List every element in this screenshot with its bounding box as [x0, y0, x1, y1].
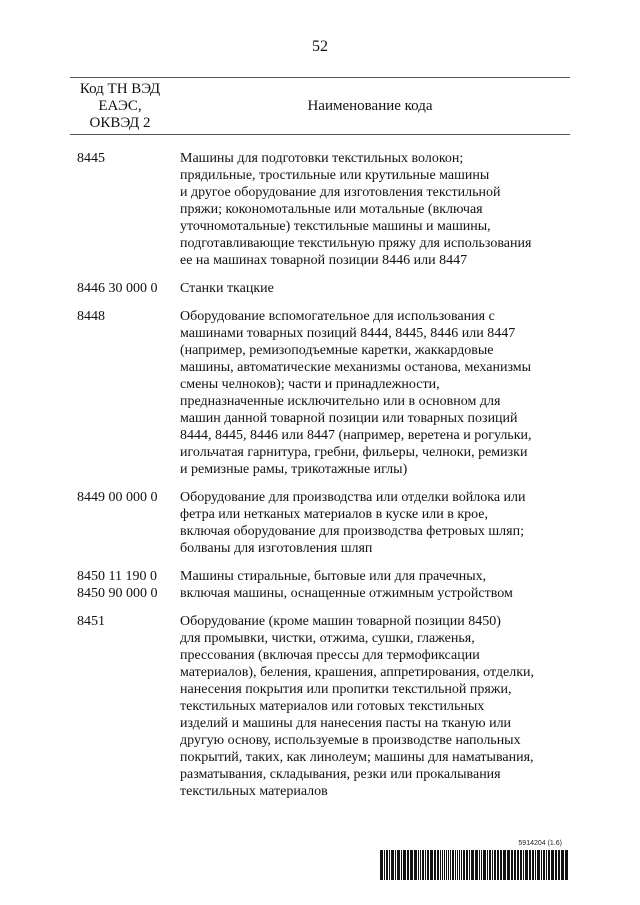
barcode-bar: [391, 850, 394, 880]
barcode-bar: [397, 850, 400, 880]
description-line: разматывания, складывания, резки или прокалывания: [180, 767, 501, 782]
table-header: [70, 77, 570, 135]
barcode-bar: [517, 850, 519, 880]
barcode-bar: [403, 850, 406, 880]
header-code-column: [70, 78, 170, 134]
description-line: смены челноков); части и принадлежности,: [180, 377, 440, 392]
barcode-bar: [401, 850, 402, 880]
barcode-bar: [475, 850, 478, 880]
header-code-line: Код ТН ВЭД: [79, 80, 161, 97]
barcode-bar: [507, 850, 510, 880]
header-name-column: Наименование кода: [307, 97, 433, 114]
barcode-bar: [492, 850, 493, 880]
barcode-bar: [500, 850, 502, 880]
description-line: текстильных материалов: [180, 784, 328, 799]
page-number: 52: [312, 38, 328, 55]
description-cell: [180, 150, 575, 269]
barcode-bar: [532, 850, 534, 880]
barcode-bar: [444, 850, 445, 880]
barcode-bar: [459, 850, 460, 880]
code-cell: [77, 568, 180, 602]
barcode-bar: [427, 850, 429, 880]
barcode-bar: [523, 850, 524, 880]
description-cell: [180, 568, 575, 602]
table-body: [77, 150, 577, 811]
code-value: 8446 30 000 0: [77, 281, 158, 296]
barcode-bar: [561, 850, 564, 880]
description-line: (например, ремизоподъемные каретки, жаккардовые: [180, 343, 494, 358]
barcode-bar: [442, 850, 443, 880]
description-line: фетра или нетканых материалов в куске или в крое,: [180, 507, 489, 522]
barcode-bar: [452, 850, 454, 880]
description-line: включая машины, оснащенные отжимным устройством: [180, 586, 513, 601]
code-value: 8450 90 000 0: [77, 586, 158, 601]
description-line: подготавливающие текстильную пряжу для использования: [180, 236, 532, 251]
description-line: текстильных материалов или готовых текстильных: [180, 699, 485, 714]
description-line: Оборудование для производства или отделки войлока или: [180, 490, 526, 505]
barcode-bar: [483, 850, 486, 880]
description-line: 8444, 8445, 8446 или 8447 (например, веретена и рогульки,: [180, 428, 532, 443]
barcode-bar: [520, 850, 522, 880]
description-line: Оборудование (кроме машин товарной позиции 8450): [180, 614, 501, 629]
code-cell: [77, 613, 180, 800]
code-cell: [77, 489, 180, 557]
description-line: Машины стиральные, бытовые или для прачечных,: [180, 569, 487, 584]
barcode-caption: 5914204 (1.6): [518, 840, 562, 847]
barcode-bar: [463, 850, 465, 880]
description-line: и ремизные рамы, трикотажные иглы): [180, 462, 408, 477]
barcode-bar: [410, 850, 413, 880]
barcode-bar: [487, 850, 488, 880]
table-row: [77, 489, 577, 557]
barcode-bar: [511, 850, 513, 880]
header-code-line: ЕАЭС,: [98, 97, 142, 114]
code-value: 8449 00 000 0: [77, 490, 158, 505]
description-line: прессования (включая прессы для термофиксации: [180, 648, 480, 663]
barcode-bar: [543, 850, 545, 880]
barcode-bar: [479, 850, 480, 880]
description-line: машины, автоматические механизмы останова, механизмы: [180, 360, 532, 375]
barcode-bar: [386, 850, 388, 880]
barcode-bar: [461, 850, 462, 880]
description-line: Оборудование вспомогательное для использования с: [180, 309, 495, 324]
barcode-bar: [384, 850, 385, 880]
barcode-bar: [525, 850, 528, 880]
description-line: материалов), беления, крашения, аппретирования, отделки,: [180, 665, 535, 680]
barcode-bar: [434, 850, 436, 880]
barcode-bar: [407, 850, 409, 880]
barcode-bar: [448, 850, 449, 880]
code-value: 8450 11 190 0: [77, 569, 157, 584]
barcode-bar: [494, 850, 496, 880]
barcode-bar: [455, 850, 456, 880]
barcode-bar: [395, 850, 396, 880]
barcode-bar: [541, 850, 542, 880]
description-cell: [180, 308, 575, 478]
code-value: 8445: [77, 151, 105, 166]
barcode-block: [380, 840, 570, 882]
barcode-bar: [551, 850, 554, 880]
description-line: машин данной товарной позиции или товарных позиций: [180, 411, 518, 426]
barcode-bar: [422, 850, 424, 880]
description-cell: [180, 613, 575, 800]
barcode-bar: [565, 850, 568, 880]
barcode-bar: [489, 850, 491, 880]
barcode-bar: [469, 850, 470, 880]
description-line: Станки ткацкие: [180, 281, 274, 296]
barcode-bar: [450, 850, 451, 880]
code-cell: [77, 150, 180, 269]
barcode-bar: [503, 850, 506, 880]
description-line: игольчатая гарнитура, гребни, фильеры, челноки, ремизки: [180, 445, 528, 460]
description-line: ее на машинах товарной позиции 8446 или 8447: [180, 253, 468, 268]
description-line: машинами товарных позиций 8444, 8445, 8446 или 8447: [180, 326, 516, 341]
description-line: прядильные, тростильные или крутильные машины: [180, 168, 490, 183]
barcode-bar: [514, 850, 516, 880]
barcode-bar: [535, 850, 536, 880]
header-row: [70, 78, 570, 134]
barcode-bar: [548, 850, 550, 880]
code-cell: [77, 308, 180, 478]
header-bottom-rule: [70, 134, 570, 135]
description-cell: [180, 280, 575, 297]
barcode-bar: [414, 850, 417, 880]
table-row: [77, 308, 577, 478]
description-line: пряжи; кокономотальные или мотальные (включая: [180, 202, 483, 217]
barcode-bar: [537, 850, 540, 880]
barcode-bar: [546, 850, 547, 880]
barcode-bar: [437, 850, 439, 880]
description-line: покрытий, таких, как линолеум; машины для наматывания,: [180, 750, 534, 765]
barcode-bar: [466, 850, 468, 880]
description-line: нанесения покрытия или пропитки текстильной пряжи,: [180, 682, 512, 697]
barcode-bar: [471, 850, 474, 880]
barcode-bar: [457, 850, 458, 880]
description-line: другую основу, используемые в производстве напольных: [180, 733, 521, 748]
barcode-bar: [425, 850, 426, 880]
barcode-bar: [440, 850, 441, 880]
table-row: [77, 280, 577, 297]
barcode-bar: [380, 850, 383, 880]
code-cell: [77, 280, 180, 297]
description-line: болваны для изготовления шляп: [180, 541, 373, 556]
table-row: [77, 568, 577, 602]
barcode-bar: [497, 850, 499, 880]
header-code-line: ОКВЭД 2: [89, 114, 151, 131]
description-line: включая оборудование для производства фетровых шляп;: [180, 524, 524, 539]
barcode-bar: [529, 850, 531, 880]
barcode-bar: [558, 850, 560, 880]
description-line: для промывки, чистки, отжима, сушки, глаженья,: [180, 631, 475, 646]
description-line: Машины для подготовки текстильных волокон;: [180, 151, 464, 166]
description-line: уточномотальные) текстильные машины и машины,: [180, 219, 491, 234]
barcode-bar: [446, 850, 447, 880]
description-line: изделий и машины для нанесения пасты на тканую или: [180, 716, 512, 731]
code-value: 8448: [77, 309, 105, 324]
barcode-bar: [555, 850, 557, 880]
barcode-bar: [430, 850, 433, 880]
description-cell: [180, 489, 575, 557]
barcode-image: [380, 850, 570, 880]
barcode-bar: [389, 850, 390, 880]
barcode-bar: [481, 850, 482, 880]
table-row: [77, 150, 577, 269]
code-value: 8451: [77, 614, 105, 629]
description-line: предназначенные исключительно или в основном для: [180, 394, 501, 409]
table-row: [77, 613, 577, 800]
description-line: и другое оборудование для изготовления текстильной: [180, 185, 501, 200]
barcode-bar: [420, 850, 421, 880]
barcode-bar: [418, 850, 419, 880]
